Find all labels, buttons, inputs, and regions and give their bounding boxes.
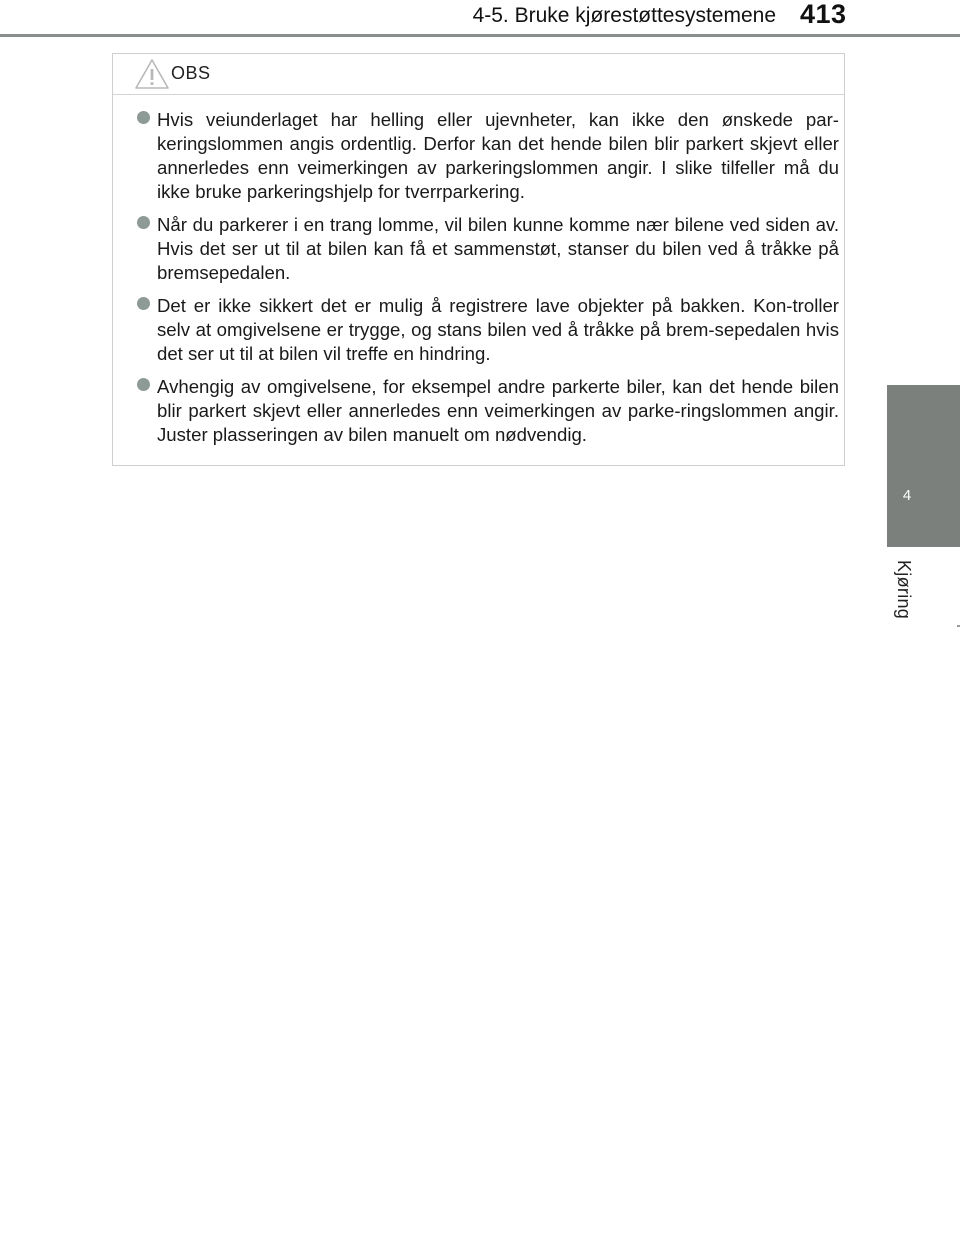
chapter-number: 4 [902, 487, 912, 504]
bullet-text: Det er ikke sikkert det er mulig å registrere lave objekter på bakken. Kon-troller selv at omgivelsene er trygge, og stans bilen ved å tråkke på brem-sepedalen hvis det ser ut til at bilen vil treffe en hindring. [157, 295, 839, 364]
notice-bullet-list [137, 108, 839, 456]
page-number: 413 [800, 0, 847, 29]
warning-triangle-icon [134, 58, 170, 90]
bullet-dot-icon [137, 111, 150, 124]
caution-notice-box [112, 53, 845, 466]
bullet-dot-icon [137, 378, 150, 391]
notice-divider [113, 94, 844, 95]
bullet-text: Når du parkerer i en trang lomme, vil bilen kunne komme nær bilene ved siden av. Hvis det ser ut til at bilen kan få et sammenstøt, stanser du bilen ved å tråkke på bremsepedalen. [157, 214, 839, 283]
header-divider [0, 34, 960, 37]
chapter-label: Kjøring [894, 560, 914, 620]
list-item [137, 213, 839, 285]
list-item [137, 108, 839, 204]
notice-title: OBS [171, 63, 211, 83]
list-item [137, 375, 839, 447]
bullet-dot-icon [137, 297, 150, 310]
bullet-text: Avhengig av omgivelsene, for eksempel andre parkerte biler, kan det hende bilen blir parkert skjevt eller annerledes enn veimerkingen av parke-ringslommen angir. Juster plasseringen av bilen manuelt om nødvendig. [157, 376, 839, 445]
chapter-tab [887, 385, 960, 547]
notice-header [113, 54, 844, 94]
section-title: 4-5. Bruke kjørestøttesystemene [472, 4, 776, 27]
list-item [137, 294, 839, 366]
bullet-dot-icon [137, 216, 150, 229]
bullet-text: Hvis veiunderlaget har helling eller ujevnheter, kan ikke den ønskede par-keringslommen angis ordentlig. Derfor kan det hende bilen blir parkert skjevt eller annerledes enn veimerkingen av parkeringslommen angir. I slike tilfeller må du ikke bruke parkeringshjelp for tverrparkering. [157, 109, 839, 202]
